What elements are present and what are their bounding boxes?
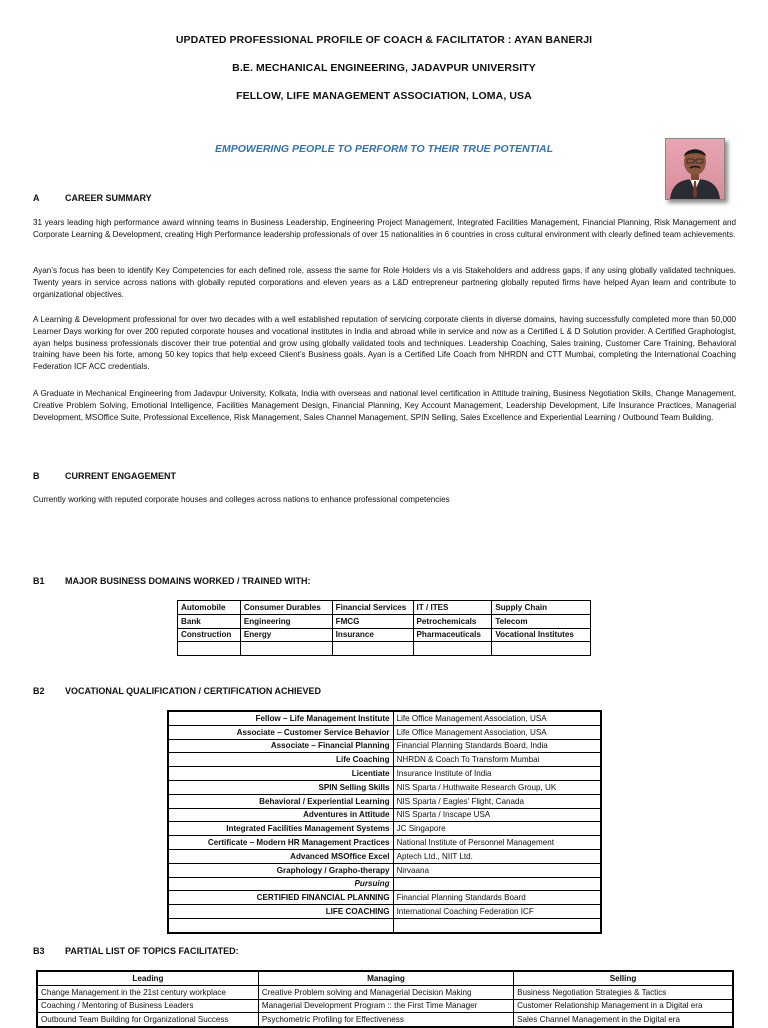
table-cell: Advanced MSOffice Excel [168, 849, 393, 863]
table-cell: Telecom [492, 614, 591, 628]
table-row [168, 780, 601, 794]
table-row [37, 999, 733, 1013]
table-cell: Pursuing [168, 877, 393, 891]
table-row [168, 725, 601, 739]
table-cell: Coaching / Mentoring of Business Leaders [37, 999, 258, 1013]
table-cell: Petrochemicals [413, 614, 492, 628]
table-cell: Customer Relationship Management in a Digital era [514, 999, 733, 1013]
table-row [168, 905, 601, 919]
table-cell: Nirvaana [393, 863, 601, 877]
table-cell: Behavioral / Experiential Learning [168, 794, 393, 808]
table-cell: Life Coaching [168, 753, 393, 767]
table-cell: Integrated Facilities Management Systems [168, 822, 393, 836]
table-cell: Pharmaceuticals [413, 628, 492, 642]
table-cell: Supply Chain [492, 601, 591, 615]
table-cell: Graphology / Grapho-therapy [168, 863, 393, 877]
table-row [168, 753, 601, 767]
table-cell: SPIN Selling Skills [168, 780, 393, 794]
table-cell: National Institute of Personnel Management [393, 836, 601, 850]
table-row [168, 877, 601, 891]
table-cell [393, 877, 601, 891]
career-summary-paragraph-4: A Graduate in Mechanical Engineering from Jadavpur University, Kolkata, India with overseas and national level certification in Attitude training, Business Negotiation Skills, Change Management, Creative Problem Solving, Emotional Intelligence, Facilities Management Design, Financial Planning, Key Account Management, Leadership Development, Life Insurance Practices, Managerial Development, MSOffice Suite, Professional Excellence, Risk Management, Sales Channel Management, SPIN Selling, Sales Excellence and Experiential Learning / Outbound Team Building. [33, 389, 736, 422]
table-cell: Psychometric Profiling for Effectiveness [258, 1013, 513, 1027]
table-cell [393, 918, 601, 932]
topics-header-row [37, 971, 733, 985]
portrait-image [666, 139, 724, 199]
table-row [168, 767, 601, 781]
table-row [168, 918, 601, 932]
topics-header-selling: Selling [514, 971, 733, 985]
section-number: A [33, 193, 40, 203]
table-cell: Outbound Team Building for Organizational Success [37, 1013, 258, 1027]
table-cell: NIS Sparta / Eagles’ Flight, Canada [393, 794, 601, 808]
table-cell: FMCG [332, 614, 413, 628]
section-b1-heading [33, 576, 311, 586]
table-cell: Change Management in the 21st century workplace [37, 985, 258, 999]
section-title: CAREER SUMMARY [65, 193, 152, 203]
career-summary-paragraph-2: Ayan’s focus has been to identify Key Competencies for each defined role, assess the same for Role Holders vis a vis Stakeholders and address gaps, if any using globally validated techniques. Twenty years in service across nations with globally reputed corporations and eleven years as a L&D entrepreneur partnering globally reputed firms have helped Ayan learn and contribute to organizational objectives. [33, 266, 736, 299]
table-cell: Insurance Institute of India [393, 767, 601, 781]
table-cell [240, 642, 332, 656]
table-cell: Aptech Ltd., NIIT Ltd. [393, 849, 601, 863]
section-title: CURRENT ENGAGEMENT [65, 471, 177, 481]
table-cell: Engineering [240, 614, 332, 628]
section-b2-heading [33, 686, 321, 696]
table-cell [492, 642, 591, 656]
section-number: B2 [33, 686, 45, 696]
table-row [168, 863, 601, 877]
table-row [178, 628, 591, 642]
career-summary-paragraph-1: 31 years leading high performance award winning teams in Business Leadership, Engineering Project Management, Integrated Facilities Management, Financial Planning, Risk Management and Corporate Learning & Development, creating High Performance leadership professionals of over 15 nationalities in 6 countries in cross cultural environment with clearly defined team achievements. [33, 218, 736, 239]
current-engagement-text: Currently working with reputed corporate houses and colleges across nations to enhance professional competencies [33, 495, 450, 504]
fellowship-line: FELLOW, LIFE MANAGEMENT ASSOCIATION, LOMA, USA [236, 90, 532, 102]
domains-table-body [178, 601, 591, 656]
business-domains-table [177, 600, 591, 656]
topics-table-body [37, 985, 733, 1027]
table-row [178, 601, 591, 615]
table-cell: Associate – Customer Service Behavior [168, 725, 393, 739]
table-row [178, 642, 591, 656]
table-row [168, 711, 601, 725]
table-cell: Energy [240, 628, 332, 642]
table-row [168, 794, 601, 808]
table-cell: Financial Planning Standards Board, India [393, 739, 601, 753]
table-cell: Consumer Durables [240, 601, 332, 615]
table-cell: NIS Sparta / Inscape USA [393, 808, 601, 822]
table-cell: Managerial Development Program :: the First Time Manager [258, 999, 513, 1013]
section-b-heading [33, 471, 176, 481]
table-cell: Sales Channel Management in the Digital era [514, 1013, 733, 1027]
table-cell [168, 918, 393, 932]
table-cell: Adventures in Attitude [168, 808, 393, 822]
section-title: VOCATIONAL QUALIFICATION / CERTIFICATION ACHIEVED [65, 686, 321, 696]
table-cell: JC Singapore [393, 822, 601, 836]
degree-line: B.E. MECHANICAL ENGINEERING, JADAVPUR UNIVERSITY [232, 62, 536, 74]
table-row [168, 808, 601, 822]
table-cell: NIS Sparta / Huthwaite Research Group, UK [393, 780, 601, 794]
table-cell: NHRDN & Coach To Transform Mumbai [393, 753, 601, 767]
table-cell: Financial Services [332, 601, 413, 615]
table-cell: LIFE COACHING [168, 905, 393, 919]
table-row [168, 849, 601, 863]
table-cell: Business Negotiation Strategies & Tactics [514, 985, 733, 999]
table-cell: Bank [178, 614, 241, 628]
profile-title: UPDATED PROFESSIONAL PROFILE OF COACH & FACILITATOR : AYAN BANERJI [175, 34, 593, 46]
table-cell [413, 642, 492, 656]
table-cell: International Coaching Federation ICF [393, 905, 601, 919]
table-cell: Fellow – Life Management Institute [168, 711, 393, 725]
section-title: MAJOR BUSINESS DOMAINS WORKED / TRAINED WITH: [65, 576, 311, 586]
certifications-table-body [168, 711, 601, 933]
section-number: B [33, 471, 40, 481]
topics-header-managing: Managing [258, 971, 513, 985]
table-row [168, 739, 601, 753]
section-title: PARTIAL LIST OF TOPICS FACILITATED: [65, 946, 239, 956]
table-cell: Certificate – Modern HR Management Practices [168, 836, 393, 850]
table-cell: Life Office Management Association, USA [393, 725, 601, 739]
section-b3-heading [33, 946, 239, 956]
table-cell: Associate – Financial Planning [168, 739, 393, 753]
tagline: EMPOWERING PEOPLE TO PERFORM TO THEIR TRUE POTENTIAL [215, 143, 553, 155]
section-number: B1 [33, 576, 45, 586]
table-cell: Life Office Management Association, USA [393, 711, 601, 725]
profile-photo [665, 138, 725, 200]
table-cell: Creative Problem solving and Managerial Decision Making [258, 985, 513, 999]
section-a-heading [33, 193, 152, 203]
table-cell: Insurance [332, 628, 413, 642]
table-cell: Financial Planning Standards Board [393, 891, 601, 905]
table-row [168, 891, 601, 905]
section-number: B3 [33, 946, 45, 956]
table-row [37, 1013, 733, 1027]
table-row [37, 985, 733, 999]
table-cell: IT / ITES [413, 601, 492, 615]
table-cell [178, 642, 241, 656]
table-cell: Licentiate [168, 767, 393, 781]
table-cell [332, 642, 413, 656]
table-row [168, 836, 601, 850]
career-summary-paragraph-3: A Learning & Development professional for over two decades with a well established reputation of servicing corporate clients in diverse domains, having successfully completed more than 50,000 Learner Days working for over 200 reputed corporate houses and vocational institutes in India and abroad while in service and now as a Certified L & D Solution provider. A Certified Graphologist, ayan helps business professionals discover their true potential and grow using globally validated tools and techniques. Leadership Coaching, Sales training, Customer Care Training, Behavioral training have been his forte, among 50 key topics that help exceed Client’s Business goals. Ayan is a Certified Life Coach from NHRDN and CTT Mumbai, completing the International Coaching Federation ICF ACC credentials. [33, 315, 736, 372]
table-row [178, 614, 591, 628]
table-cell: Construction [178, 628, 241, 642]
table-row [168, 822, 601, 836]
certifications-table [167, 710, 602, 934]
topics-header-leading: Leading [37, 971, 258, 985]
table-cell: Vocational Institutes [492, 628, 591, 642]
topics-table [36, 970, 734, 1028]
table-cell: CERTIFIED FINANCIAL PLANNING [168, 891, 393, 905]
table-cell: Automobile [178, 601, 241, 615]
